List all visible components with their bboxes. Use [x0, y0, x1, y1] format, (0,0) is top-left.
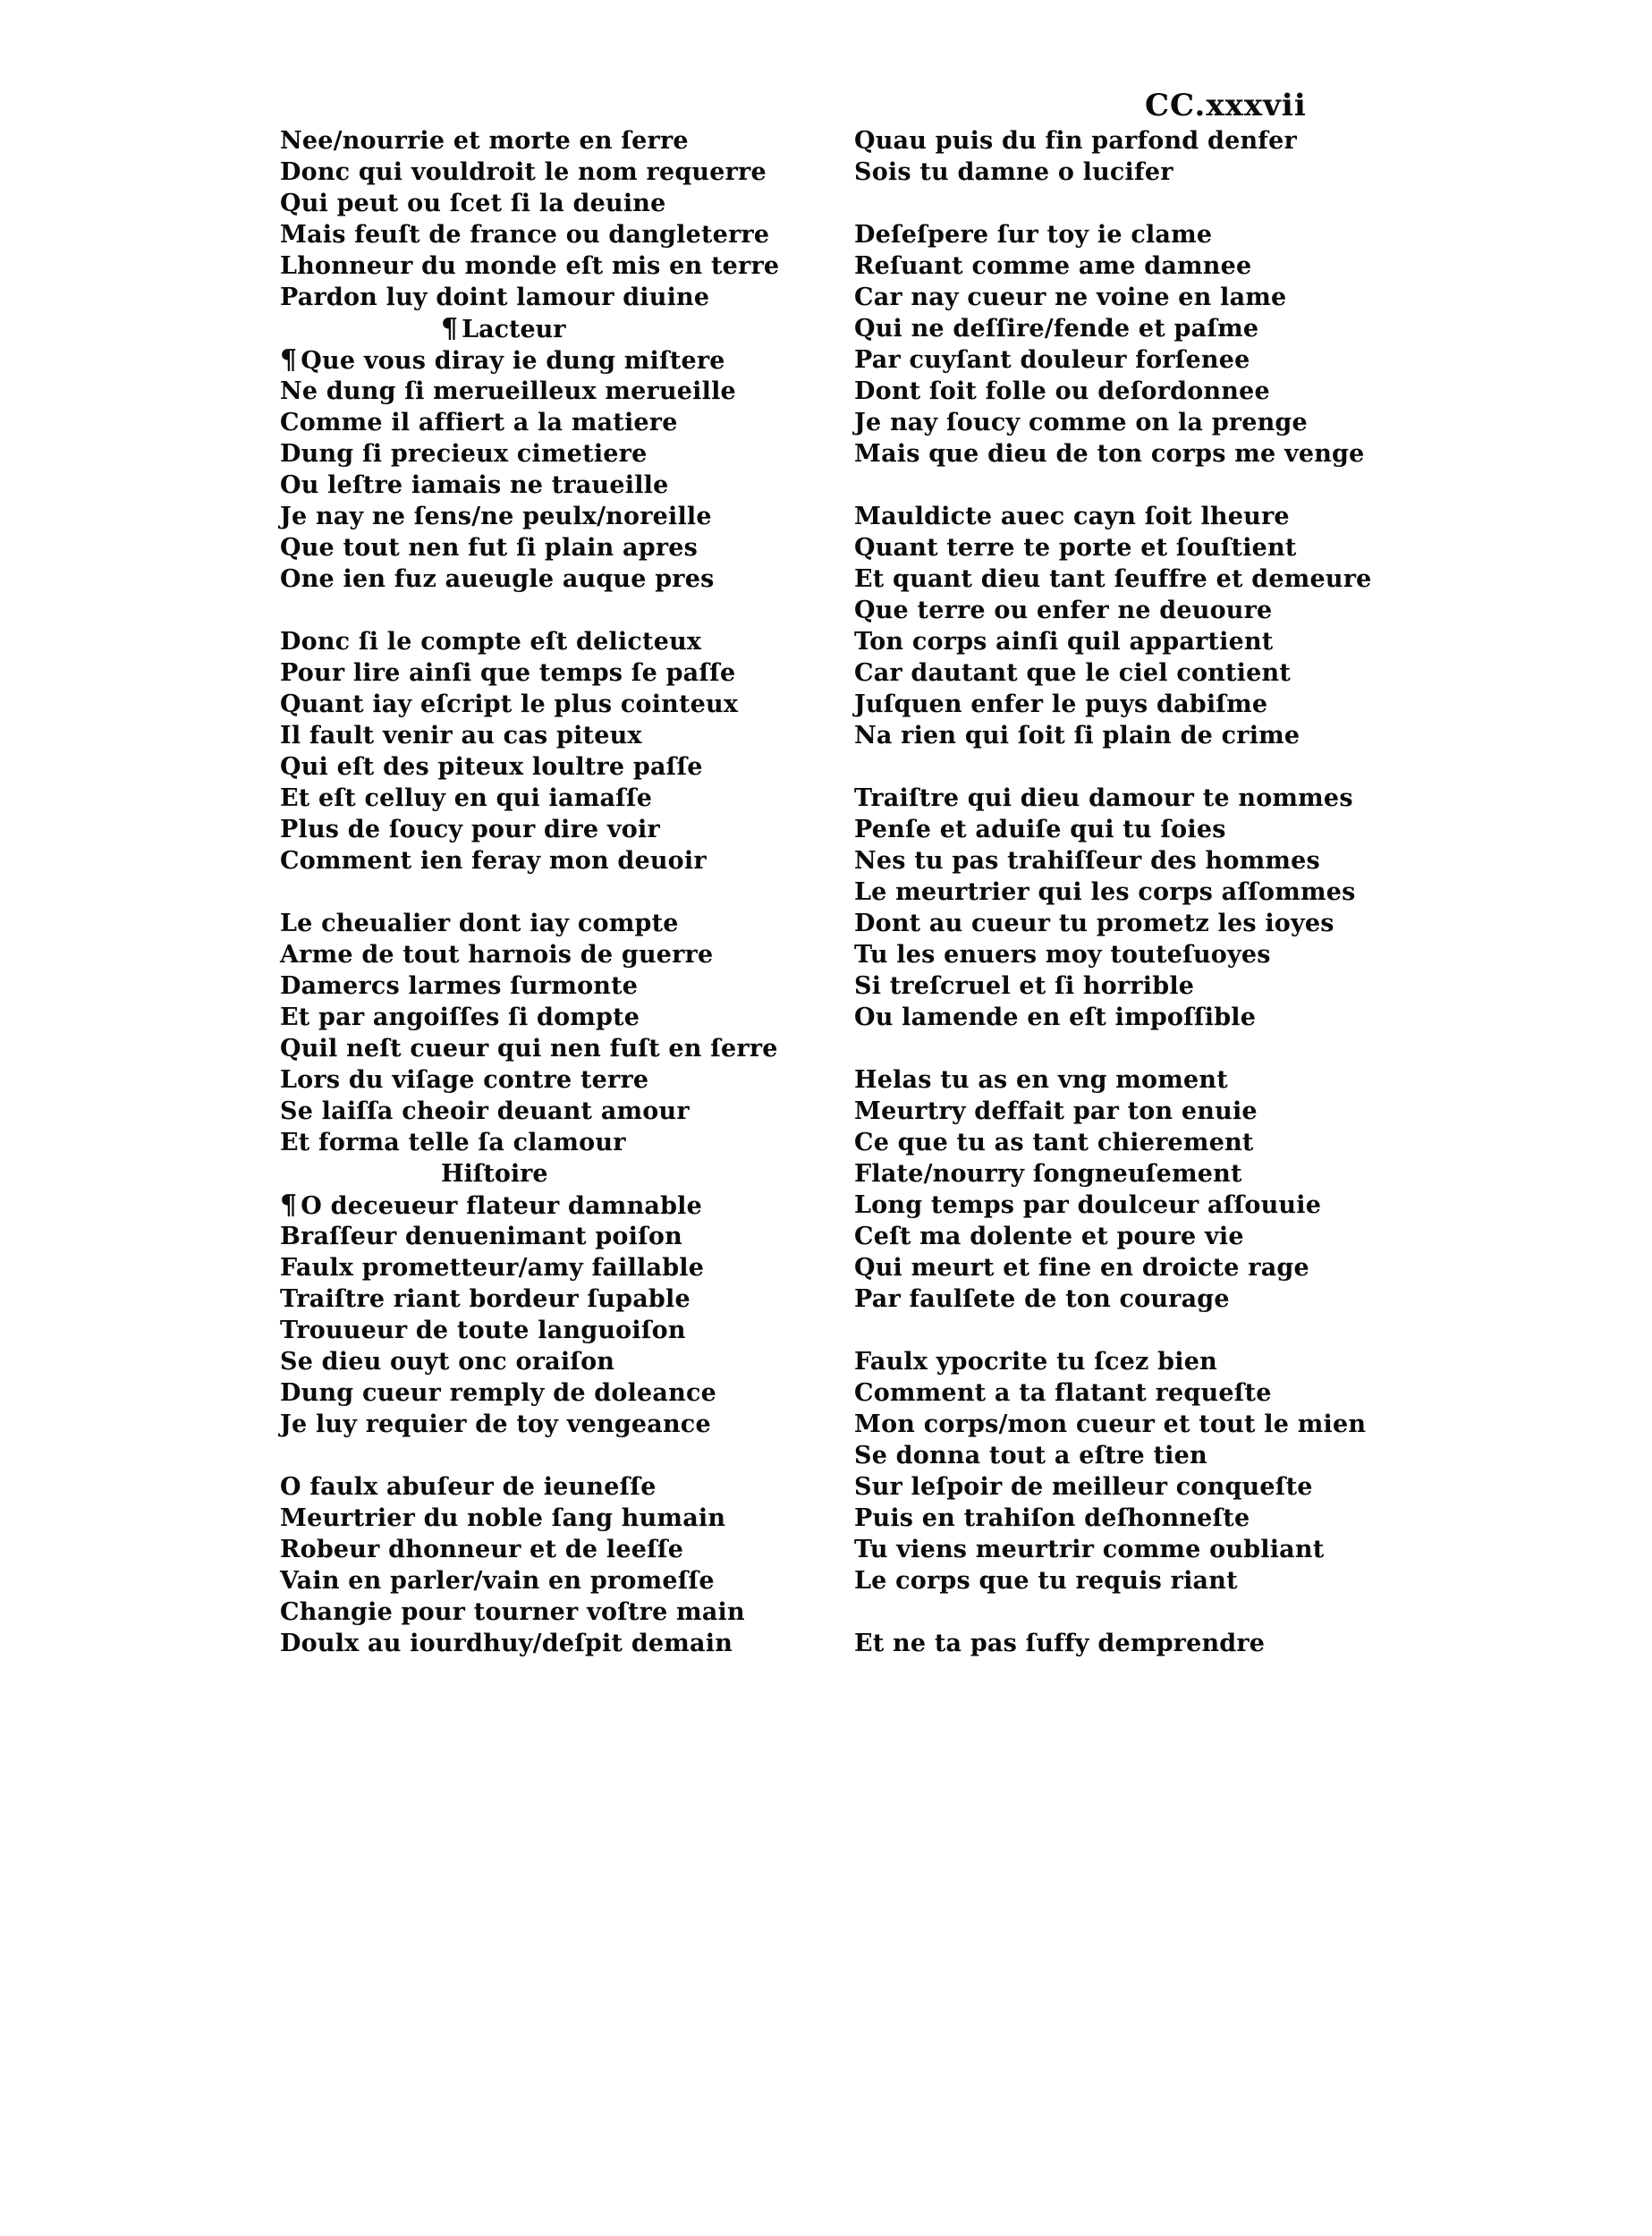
- stanza-gap: [280, 877, 781, 908]
- verse-line: [280, 344, 781, 376]
- verse-text: Et forma telle ſa clamour: [280, 1129, 626, 1156]
- verse-text: Qui peut ou ſcet ſi la deuine: [280, 190, 666, 217]
- verse-text: Le cheualier dont iay compte: [280, 910, 679, 937]
- verse-text: Quant iay eſcript le plus cointeux: [280, 690, 739, 718]
- verse-line: [854, 1628, 1355, 1659]
- verse-text: Meurtry deffait par ton enuie: [854, 1097, 1258, 1125]
- verse-text: Reſuant comme ame damnee: [854, 252, 1252, 280]
- verse-line: [854, 125, 1355, 157]
- verse-text: Vain en parler/vain en promeſſe: [280, 1567, 715, 1595]
- verse-text: Se dieu ouyt onc oraiſon: [280, 1348, 615, 1376]
- verse-line: [280, 689, 781, 720]
- verse-text: Traiſtre qui dieu damour te nommes: [854, 784, 1353, 812]
- stanza-gap: [280, 595, 781, 626]
- verse-line: [280, 1252, 781, 1283]
- verse-line: [280, 1221, 781, 1252]
- verse-line: [854, 1346, 1355, 1377]
- verse-line: [854, 657, 1355, 689]
- verse-line: [280, 1534, 781, 1565]
- verse-text: Pour lire ainſi que temps ſe paſſe: [280, 659, 736, 687]
- verse-line: [280, 657, 781, 689]
- verse-text: Dung ſi precieux cimetiere: [280, 440, 648, 468]
- verse-line: [280, 814, 781, 845]
- verse-line: [280, 1597, 781, 1628]
- stanza-gap: [280, 1440, 781, 1471]
- verse-line: [280, 1064, 781, 1096]
- verse-line: [854, 845, 1355, 877]
- verse-line: [854, 1565, 1355, 1597]
- verse-line: [854, 1471, 1355, 1503]
- verse-line: [280, 125, 781, 157]
- verse-line: [854, 563, 1372, 595]
- verse-text: Ton corps ainſi quil appartient: [854, 628, 1274, 656]
- verse-line: [280, 970, 781, 1002]
- verse-line: [280, 438, 781, 470]
- verse-text: Deſeſpere ſur toy ie clame: [854, 221, 1213, 249]
- left-column: [280, 125, 781, 1659]
- verse-text: Le corps que tu requis riant: [854, 1567, 1238, 1595]
- verse-line: [854, 1534, 1355, 1565]
- verse-line: [280, 250, 781, 282]
- verse-text: Par faulſete de ton courage: [854, 1285, 1230, 1313]
- verse-line: [854, 250, 1355, 282]
- verse-text: Arme de tout harnois de guerre: [280, 941, 714, 969]
- verse-line: [280, 1628, 781, 1659]
- verse-line: [854, 532, 1355, 563]
- verse-line: [854, 219, 1355, 250]
- verse-text: Le meurtrier qui les corps aſſommes: [854, 878, 1356, 906]
- verse-text: Car nay cueur ne voine en lame: [854, 284, 1287, 311]
- stanza-gap: [854, 188, 1355, 219]
- verse-text: Lhonneur du monde eſt mis en terre: [280, 252, 780, 280]
- verse-line: [280, 908, 781, 939]
- verse-line: [280, 1127, 781, 1158]
- verse-line: [854, 814, 1355, 845]
- verse-text: Je nay ne ſens/ne peulx/noreille: [280, 503, 712, 530]
- verse-text: Et par angoiſſes ſi dompte: [280, 1004, 640, 1031]
- verse-line: [280, 532, 781, 563]
- verse-line: [280, 563, 781, 595]
- verse-text: Je nay ſoucy comme on la prenge: [854, 409, 1308, 436]
- verse-text: Sur leſpoir de meilleur conqueſte: [854, 1473, 1313, 1501]
- verse-text: Mais que dieu de ton corps me venge: [854, 440, 1365, 468]
- verse-text: Que vous diray ie dung miſtere: [301, 347, 725, 375]
- verse-text: Traiſtre riant bordeur ſupable: [280, 1285, 690, 1313]
- verse-line: [854, 344, 1355, 376]
- verse-line: [854, 1440, 1355, 1471]
- verse-line: [280, 1565, 781, 1597]
- verse-line: [280, 1033, 781, 1064]
- verse-line: [854, 1283, 1355, 1315]
- verse-text: O deceueur flateur damnable: [301, 1192, 703, 1220]
- verse-text: Je luy requier de toy vengeance: [280, 1410, 711, 1438]
- verse-line: [854, 1127, 1355, 1158]
- pilcrow-mark: ¶: [441, 313, 459, 344]
- verse-line: [854, 1377, 1355, 1409]
- verse-text: Damercs larmes ſurmonte: [280, 972, 639, 1000]
- verse-text: Ceſt ma dolente et poure vie: [854, 1223, 1244, 1250]
- verse-text: Qui ne deſſire/fende et paſme: [854, 315, 1259, 343]
- verse-text: Long temps par doulceur aſſouuie: [854, 1191, 1322, 1219]
- verse-text: Helas tu as en vng moment: [854, 1066, 1228, 1094]
- verse-line: [854, 595, 1355, 626]
- verse-text: Nes tu pas trahiſſeur des hommes: [854, 847, 1320, 875]
- verse-text: Ou lamende en eſt impoſſible: [854, 1004, 1257, 1031]
- verse-line: [854, 1002, 1355, 1033]
- verse-text: Comment a ta flatant requeſte: [854, 1379, 1272, 1407]
- verse-line: [280, 1471, 781, 1503]
- verse-line: [854, 376, 1355, 407]
- verse-line: [854, 438, 1365, 470]
- stanza-gap: [854, 1033, 1355, 1064]
- verse-text: Quant terre te porte et ſouſtient: [854, 534, 1297, 562]
- stanza-gap: [854, 1597, 1355, 1628]
- verse-line: [854, 1252, 1355, 1283]
- verse-line: [280, 1315, 781, 1346]
- verse-text: Braſſeur denuenimant poiſon: [280, 1223, 682, 1250]
- verse-line: [280, 783, 781, 814]
- stanza-gap: [854, 751, 1355, 783]
- verse-text: Dont ſoit folle ou deſordonnee: [854, 377, 1270, 405]
- verse-line: [854, 1190, 1355, 1221]
- verse-line: [854, 1221, 1355, 1252]
- verse-line: [280, 282, 781, 313]
- verse-line: [854, 877, 1355, 908]
- verse-text: Mais feuſt de france ou dangleterre: [280, 221, 770, 249]
- verse-text: Et eſt celluy en qui iamaſſe: [280, 784, 653, 812]
- page-folio: CC.xxxvii: [1145, 88, 1307, 123]
- verse-line: [280, 626, 781, 657]
- verse-text: Tu viens meurtrir comme oubliant: [854, 1536, 1325, 1563]
- verse-text: Robeur dhonneur et de leeſſe: [280, 1536, 684, 1563]
- verse-text: Car dautant que le ciel contient: [854, 659, 1292, 687]
- verse-text: Meurtrier du noble ſang humain: [280, 1504, 726, 1532]
- verse-line: [280, 219, 781, 250]
- verse-text: Comment ien feray mon deuoir: [280, 847, 707, 875]
- verse-line: [280, 1346, 781, 1377]
- verse-text: Lors du viſage contre terre: [280, 1066, 649, 1094]
- verse-text: Tu les enuers moy touteſuoyes: [854, 941, 1271, 969]
- verse-line: [280, 407, 781, 438]
- verse-line: [854, 313, 1355, 344]
- verse-line: [854, 407, 1355, 438]
- verse-text: Juſquen enfer le puys dabiſme: [854, 690, 1268, 718]
- verse-line: [854, 1503, 1355, 1534]
- verse-text: Faulx prometteur/amy faillable: [280, 1254, 705, 1282]
- stanza-gap: [854, 470, 1355, 501]
- verse-line: [854, 939, 1355, 970]
- verse-line: [280, 751, 781, 783]
- verse-text: Nee/nourrie et morte en ſerre: [280, 127, 689, 155]
- verse-line: [280, 1283, 781, 1315]
- heading-text: Lacteur: [462, 316, 566, 343]
- heading-text: Hiſtoire: [441, 1160, 548, 1188]
- verse-text: Et quant dieu tant ſeuffre et demeure: [854, 565, 1372, 593]
- pilcrow-mark: ¶: [280, 344, 298, 376]
- verse-line: [854, 720, 1355, 751]
- verse-text: Ou leſtre iamais ne traueille: [280, 471, 669, 499]
- verse-text: Ce que tu as tant chierement: [854, 1129, 1254, 1156]
- verse-line: [854, 783, 1355, 814]
- verse-text: Donc qui vouldroit le nom requerre: [280, 158, 767, 186]
- verse-line: [854, 1158, 1355, 1190]
- section-heading: [280, 1158, 781, 1190]
- section-heading: [280, 313, 781, 344]
- verse-text: Doulx au iourdhuy/deſpit demain: [280, 1630, 733, 1657]
- verse-line: [854, 689, 1355, 720]
- verse-line: [280, 376, 781, 407]
- verse-line: [280, 720, 781, 751]
- verse-text: Quau puis du fin parfond denfer: [854, 127, 1297, 155]
- verse-text: Si treſcruel et ſi horrible: [854, 972, 1195, 1000]
- verse-line: [280, 939, 781, 970]
- verse-text: Que terre ou enfer ne deuoure: [854, 597, 1273, 624]
- verse-line: [280, 501, 781, 532]
- verse-line: [280, 1002, 781, 1033]
- verse-line: [280, 1190, 781, 1221]
- verse-line: [280, 1503, 781, 1534]
- verse-text: Changie pour tourner voſtre main: [280, 1598, 745, 1626]
- verse-text: Faulx ypocrite tu ſcez bien: [854, 1348, 1217, 1376]
- verse-line: [280, 845, 781, 877]
- verse-text: Flate/nourry ſongneuſement: [854, 1160, 1242, 1188]
- verse-text: Quil neſt cueur qui nen fuſt en ſerre: [280, 1035, 778, 1063]
- verse-line: [854, 1064, 1355, 1096]
- verse-text: Puis en trahiſon deſhonneſte: [854, 1504, 1250, 1532]
- verse-text: Se donna tout a eſtre tien: [854, 1442, 1207, 1469]
- verse-text: One ien fuz aueugle auque pres: [280, 565, 715, 593]
- verse-text: Trouueur de toute languoiſon: [280, 1317, 686, 1344]
- verse-line: [280, 1096, 781, 1127]
- verse-line: [854, 1409, 1367, 1440]
- verse-line: [280, 1409, 781, 1440]
- verse-text: Dont au cueur tu prometz les ioyes: [854, 910, 1334, 937]
- verse-line: [854, 157, 1355, 188]
- verse-text: Mon corps/mon cueur et tout le mien: [854, 1410, 1367, 1438]
- verse-text: Sois tu damne o lucifer: [854, 158, 1173, 186]
- verse-text: Et ne ta pas ſuffy demprendre: [854, 1630, 1266, 1657]
- stanza-gap: [854, 1315, 1355, 1346]
- verse-text: Pardon luy doint lamour diuine: [280, 284, 710, 311]
- verse-line: [280, 470, 781, 501]
- right-column: [854, 125, 1372, 1659]
- verse-line: [280, 1377, 781, 1409]
- verse-text: Se laiſſa cheoir deuant amour: [280, 1097, 690, 1125]
- verse-text: Ne dung ſi merueilleux merueille: [280, 377, 736, 405]
- pilcrow-mark: ¶: [280, 1190, 298, 1221]
- verse-text: Il fault venir au cas piteux: [280, 722, 642, 750]
- verse-text: Que tout nen fut ſi plain apres: [280, 534, 699, 562]
- verse-line: [280, 188, 781, 219]
- verse-line: [854, 1096, 1355, 1127]
- verse-text: Par cuyſant douleur forſenee: [854, 346, 1250, 374]
- verse-text: Dung cueur remply de doleance: [280, 1379, 716, 1407]
- verse-text: Qui meurt et fine en droicte rage: [854, 1254, 1309, 1282]
- verse-line: [854, 908, 1355, 939]
- verse-text: Na rien qui ſoit ſi plain de crime: [854, 722, 1300, 750]
- verse-line: [854, 501, 1355, 532]
- verse-text: Donc ſi le compte eſt delicteux: [280, 628, 702, 656]
- verse-text: Qui eſt des piteux loultre paſſe: [280, 753, 703, 781]
- verse-line: [280, 157, 781, 188]
- verse-text: Plus de ſoucy pour dire voir: [280, 816, 660, 843]
- verse-line: [854, 626, 1355, 657]
- verse-text: O faulx abuſeur de ieuneſſe: [280, 1473, 657, 1501]
- verse-text: Mauldicte auec cayn ſoit lheure: [854, 503, 1290, 530]
- verse-line: [854, 282, 1355, 313]
- verse-line: [854, 970, 1355, 1002]
- verse-text: Penſe et aduiſe qui tu ſoies: [854, 816, 1226, 843]
- verse-text: Comme il affiert a la matiere: [280, 409, 678, 436]
